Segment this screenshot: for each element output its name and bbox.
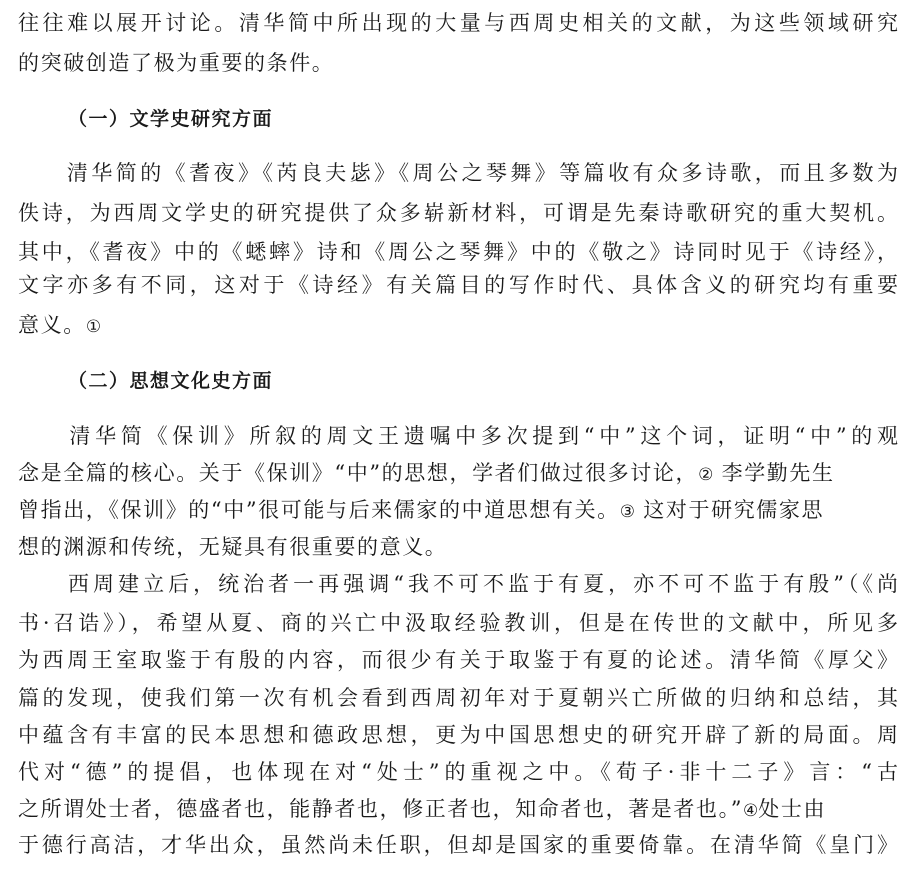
s2p2-line-5: 中蕴含有丰富的民本思想和德政思想，更为中国思想史的研究开辟了新的局面。周 xyxy=(18,723,898,747)
section-heading-literature: （一）文学史研究方面 xyxy=(68,108,274,130)
s1-line-5-text: 意义。 xyxy=(18,313,86,337)
s2p2-line-8: 于德行高洁，才华出众，虽然尚未任职，但却是国家的重要倚靠。在清华简《皇门》 xyxy=(18,833,898,857)
s2p1-line-2 xyxy=(18,458,835,488)
s2p2-line-7-text: 之所谓处士者，德盛者也，能静者也，修正者也，知命者也，著是者也。” xyxy=(18,797,744,821)
section-heading-thought: （二）思想文化史方面 xyxy=(68,370,274,392)
s1-line-1: 清华简的《耆夜》《芮良夫毖》《周公之琴舞》等篇收有众多诗歌，而且多数为 xyxy=(18,161,898,185)
s2p2-line-3: 为西周王室取鉴于有殷的内容，而很少有关于取鉴于有夏的论述。清华简《厚父》 xyxy=(18,648,898,672)
s2p2-line-4: 篇的发现，使我们第一次有机会看到西周初年对于夏朝兴亡所做的归纳和总结，其 xyxy=(18,686,898,710)
s2p2-line-1: 西周建立后，统治者一再强调“我不可不监于有夏，亦不可不监于有殷”（《尚 xyxy=(18,572,898,596)
intro-line-1: 往往难以展开讨论。清华简中所出现的大量与西周史相关的文献，为这些领域研究 xyxy=(18,11,898,35)
s1-line-4: 文字亦多有不同，这对于《诗经》有关篇目的写作时代、具体含义的研究均有重要 xyxy=(18,273,898,297)
s2p2-line-2: 书·召诰》），希望从夏、商的兴亡中汲取经验教训，但是在传世的文献中，所见多 xyxy=(18,611,898,635)
footnote-marker-1[interactable]: ① xyxy=(85,317,102,337)
footnote-marker-2[interactable]: ② xyxy=(698,465,714,485)
s2p2-line-7 xyxy=(18,794,826,824)
s2p1-line-3-text: 曾指出，《保训》的“中”很可能与后来儒家的中道思想有关。 xyxy=(18,498,620,522)
s2p1-line-3-tail: 这对于研究儒家思 xyxy=(635,498,825,522)
s2p1-line-2-text: 念是全篇的核心。关于《保训》“中”的思想，学者们做过很多讨论， xyxy=(18,461,699,485)
footnote-marker-4[interactable]: ④ xyxy=(743,801,759,821)
intro-line-2: 的突破创造了极为重要的条件。 xyxy=(18,51,335,75)
s2p1-line-4: 想的渊源和传统，无疑具有很重要的意义。 xyxy=(18,535,448,559)
s2p2-line-6: 代对“德”的提倡，也体现在对“处士”的重视之中。《荀子·非十二子》言：“古 xyxy=(18,760,898,784)
s1-line-5 xyxy=(18,310,101,340)
s2p1-line-2-tail: 李学勤先生 xyxy=(713,461,835,485)
s1-line-3: 其中，《耆夜》中的《蟋蟀》诗和《周公之琴舞》中的《敬之》诗同时见于《诗经》， xyxy=(18,240,898,264)
s1-line-2: 佚诗，为西周文学史的研究提供了众多崭新材料，可谓是先秦诗歌研究的重大契机。 xyxy=(18,201,898,225)
footnote-marker-3[interactable]: ③ xyxy=(619,502,636,522)
s2p2-line-7-tail: 处士由 xyxy=(758,797,827,821)
s2p1-line-1: 清华简《保训》所叙的周文王遗嘱中多次提到“中”这个词，证明“中”的观 xyxy=(18,424,898,448)
s2p1-line-3 xyxy=(18,495,824,525)
